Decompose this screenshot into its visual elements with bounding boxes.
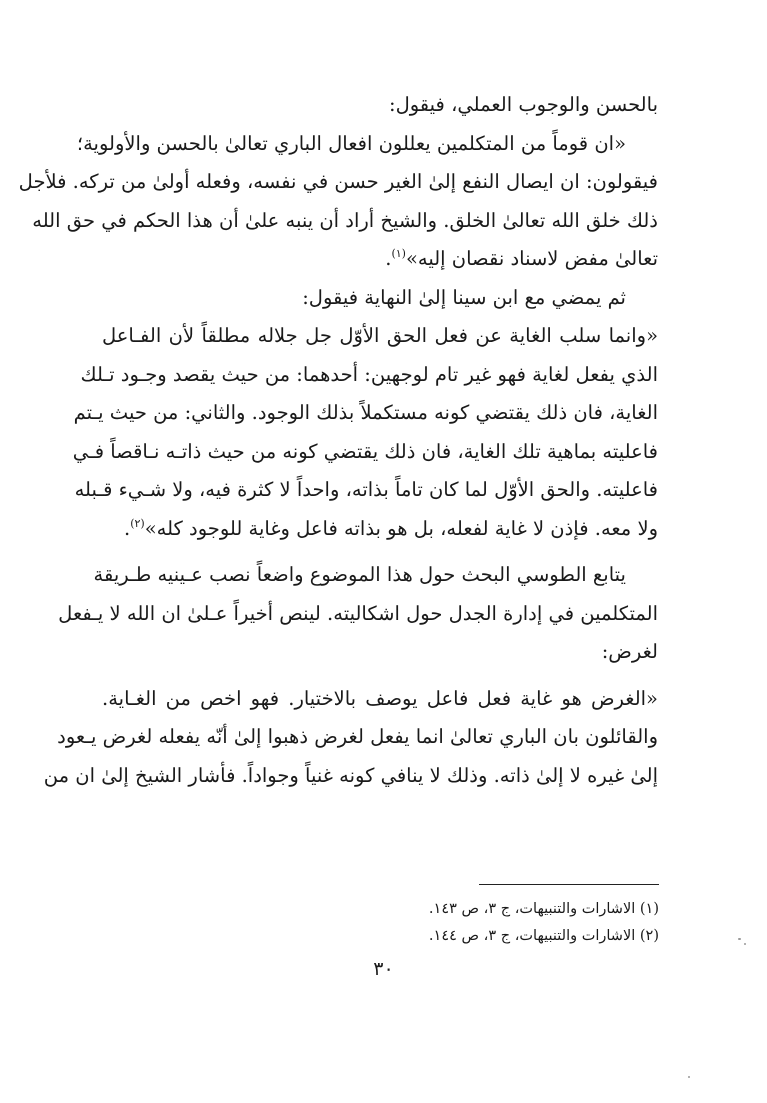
text-line: الذي يفعل لغاية فهو غير تام لوجهين: أحدهما: من حيث يقصد وجـود تـلك [80, 362, 658, 386]
scan-speck [688, 1076, 690, 1078]
footnote-ref-2-trail: . [124, 516, 131, 540]
text-line: «وانما سلب الغاية عن فعل الحق الأوّل جل جلاله مطلقاً لأن الفـاعل [102, 324, 658, 347]
text-line: ذلك خلق الله تعالىٰ الخلق. والشيخ أراد أن ينبه علىٰ أن هذا الحكم في حق الله [32, 208, 658, 232]
text-line: «ان قوماً من المتكلمين يعللون افعال الباري تعالىٰ بالحسن والأولوية؛ [76, 131, 626, 155]
quote-end-text: تعالىٰ مفض لاسناد نقصان إليه» [405, 247, 658, 270]
text-line: فاعليته بماهية تلك الغاية، فان ذلك يقتضي كونه من حيث ذاتـه نـاقصاً فـي [72, 439, 658, 463]
footnote-ref-2: (٢) [130, 516, 145, 530]
scan-speck [738, 938, 741, 940]
text-line: إلىٰ غيره لا إلىٰ ذاته. وذلك لا ينافي كونه غنياً وجواداً. فأشار الشيخ إلىٰ ان من [43, 763, 658, 787]
text-line: فيقولون: ان ايصال النفع إلىٰ الغير حسن في نفسه، وفعله أولىٰ من تركه. فلأجل [18, 170, 658, 193]
footnote-1: (١) الاشارات والتنبيهات، ج ٣، ص ١٤٣. [428, 901, 659, 917]
quote-end-text: ولا معه. فإذن لا غاية لفعله، بل هو بذاته فاعل وغاية للوجود كله» [144, 516, 658, 540]
footnote-divider [479, 884, 659, 885]
text-line: يتابع الطوسي البحث حول هذا الموضوع واضعاً نصب عـينيه طـريقة [93, 563, 626, 586]
text-line: بالحسن والوجوب العملي، فيقول: [389, 93, 658, 116]
footnote-ref-1: (١) [391, 247, 406, 260]
paragraph-gap [102, 672, 658, 680]
footnote-2: (٢) الاشارات والتنبيهات، ج ٣، ص ١٤٤. [428, 928, 659, 944]
text-line: ثم يمضي مع ابن سينا إلىٰ النهاية فيقول: [302, 285, 626, 309]
body-text [18, 86, 658, 795]
text-line: الغاية، فان ذلك يقتضي كونه مستكملاً بذلك الوجود. والثاني: من حيث يـتم [73, 401, 658, 424]
text-line [102, 510, 658, 549]
text-line: لغرض: [601, 640, 658, 663]
text-line [102, 240, 658, 279]
text-line: المتكلمين في إدارة الجدل حول اشكاليته. لينص أخيراً عـلىٰ ان الله لا يـفعل [58, 601, 658, 625]
paragraph-gap [102, 548, 658, 556]
footnote-ref-1-trail: . [385, 247, 392, 270]
text-line: «الغرض هو غاية فعل فاعل يوصف بالاختيار. فهو اخص من الغـاية. [102, 686, 658, 710]
text-line: فاعليته. والحق الأوّل لما كان تاماً بذاته، واحداً لا كثرة فيه، ولا شـيء قـبله [74, 478, 658, 501]
footnotes [239, 896, 659, 950]
text-line: والقائلون بان الباري تعالىٰ انما يفعل لغرض ذهبوا إلىٰ أنّه يفعله لغرض يـعود [57, 725, 658, 748]
page-number: ٣٠ [373, 958, 394, 980]
scan-speck [744, 943, 746, 945]
